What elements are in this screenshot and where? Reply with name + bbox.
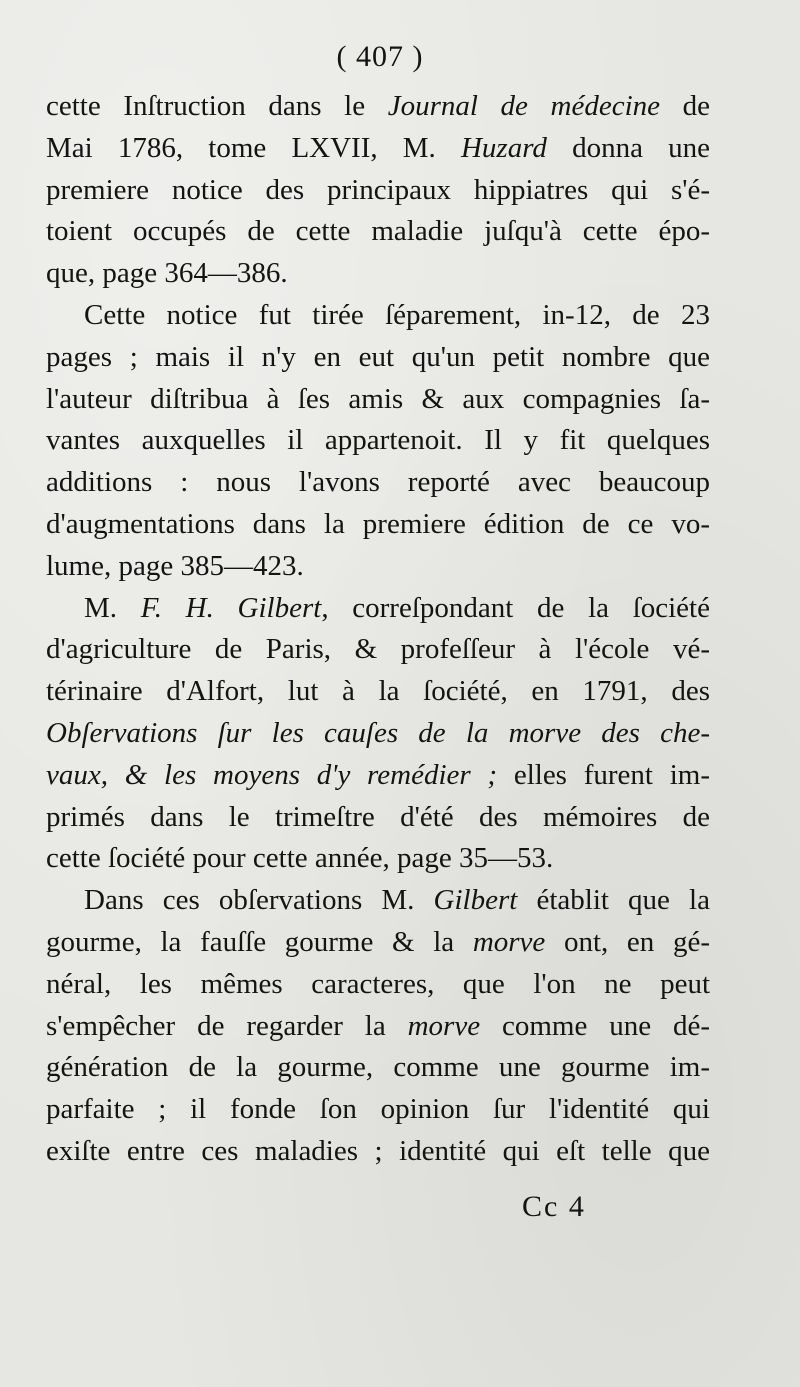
text-line: [46, 629, 710, 671]
text-line: [46, 253, 710, 295]
text-run: exiſte entre ces maladies ; identité qui eſt telle que: [46, 1134, 710, 1167]
body-text: [46, 86, 710, 1173]
text-run: s'empêcher de regarder la: [46, 1009, 408, 1042]
text-run: Cette notice fut tirée ſéparement, in-12, de 23: [84, 298, 710, 331]
text-line: [46, 128, 710, 170]
text-run: donna une: [546, 131, 710, 164]
text-line: [46, 379, 710, 421]
text-line: [46, 504, 710, 546]
text-run: comme une dé-: [480, 1009, 710, 1042]
text-run: d'augmentations dans la premiere édition de ce vo-: [46, 507, 710, 540]
text-run: de: [660, 90, 711, 122]
text-line: [46, 713, 710, 755]
text-line: [46, 1006, 710, 1048]
text-run: vantes auxquelles il appartenoit. Il y fit quelques: [46, 424, 710, 457]
text-run: gourme, la fauſſe gourme & la: [46, 925, 473, 958]
text-run: établit que la: [517, 884, 710, 917]
text-run: primés dans le trimeſtre d'été des mémoires de: [46, 800, 710, 833]
text-run: néral, les mêmes caracteres, que l'on ne peut: [46, 967, 710, 1000]
text-run: toient occupés de cette maladie juſqu'à cette épo-: [46, 215, 710, 248]
text-run: parfaite ; il fonde ſon opinion ſur l'identité qui: [46, 1093, 710, 1126]
text-run: Mai 1786, tome LXVII, M.: [46, 131, 461, 164]
text-line: [46, 170, 710, 212]
text-run: premiere notice des principaux hippiatres qui s'é-: [46, 173, 710, 206]
text-run: elles furent im-: [497, 758, 710, 791]
text-line: [46, 337, 710, 379]
text-line: [46, 211, 710, 253]
text-line: [46, 1131, 710, 1173]
text-run: l'auteur diſtribua à ſes amis & aux compagnies ſa-: [46, 382, 710, 415]
text-run: cette ſociété pour cette année, page 35—53.: [46, 842, 554, 875]
text-run: , correſpondant de la ſociété: [321, 591, 710, 624]
text-line: [46, 755, 710, 797]
text-run: térinaire d'Alfort, lut à la ſociété, en 1791, des: [46, 675, 710, 708]
text-line: [46, 1089, 710, 1131]
italic-text: morve: [472, 925, 546, 958]
text-run: pages ; mais il n'y en eut qu'un petit nombre que: [46, 340, 710, 373]
italic-text: morve: [407, 1009, 481, 1042]
text-line: [46, 420, 710, 462]
italic-text: Gilbert: [433, 884, 518, 917]
text-line: [46, 797, 710, 839]
text-run: que, page 364—386.: [46, 257, 288, 290]
signature-mark: Cc 4: [522, 1190, 586, 1223]
text-run: lume, page 385—423.: [46, 549, 304, 582]
italic-text: vaux, & les moyens d'y remédier ;: [46, 758, 498, 791]
text-run: ont, en gé-: [545, 925, 710, 958]
text-run: génération de la gourme, comme une gourme im-: [46, 1051, 710, 1084]
italic-text: F. H. Gilbert: [140, 591, 322, 624]
text-line: [46, 546, 710, 588]
text-line: [46, 838, 710, 880]
italic-text: Journal de médecine: [387, 90, 661, 122]
text-run: Dans ces obſervations M.: [84, 884, 434, 917]
text-run: cette Inſtruction dans le: [46, 90, 388, 122]
text-line: [46, 1047, 710, 1089]
text-run: additions : nous l'avons reporté avec beaucoup: [46, 466, 710, 499]
text-line: [46, 671, 710, 713]
text-run: d'agriculture de Paris, & profeſſeur à l'école vé-: [46, 633, 710, 666]
text-run: M.: [84, 591, 141, 624]
page-number: ( 407 ): [336, 40, 424, 73]
text-line: [46, 588, 710, 630]
text-line: [46, 964, 710, 1006]
text-line: [46, 462, 710, 504]
text-line: [46, 295, 710, 337]
text-line: [46, 86, 710, 128]
text-line: [46, 922, 710, 964]
italic-text: Obſervations ſur les cauſes de la morve des che-: [46, 716, 710, 749]
italic-text: Huzard: [460, 131, 547, 164]
text-line: [46, 880, 710, 922]
